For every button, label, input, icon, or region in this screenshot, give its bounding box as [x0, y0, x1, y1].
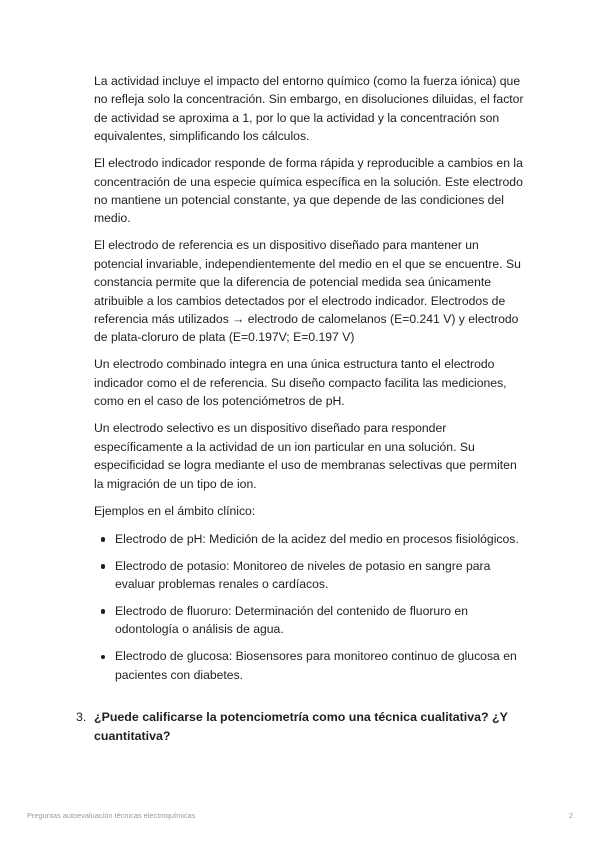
- list-item-text: Electrodo de glucosa: Biosensores para monitoreo continuo de glucosa en pacientes con diabetes.: [115, 649, 517, 682]
- question-heading: [76, 708, 526, 745]
- bullet-dot-icon: [101, 609, 105, 613]
- footer-title: Preguntas autoevaluación técnicas electroquímicas: [27, 811, 196, 820]
- page-number: 2: [568, 811, 573, 820]
- list-item-text: Electrodo de potasio: Monitoreo de niveles de potasio en sangre para evaluar problemas renales o cardíacos.: [115, 558, 491, 592]
- list-item-text: Electrodo de pH: Medición de la acidez del medio en procesos fisiológicos.: [115, 531, 519, 546]
- paragraph-electrodo-referencia: El electrodo de referencia es un dispositivo diseñado para mantener un potencial invariable, independientemente del medio en el que se encuentre. Su constancia permite que la diferencia de potencial medida sea únicamente atribuible a los cambios detectados por el electrodo indicador. Electrodos de referencia más utilizados → electrodo de calomelanos (E=0.241 V) y electrodo de plata-cloruro de plata (E=0.197V; E=0.197 V): [94, 238, 521, 345]
- bullet-dot-icon: [101, 537, 105, 541]
- bullet-dot-icon: [101, 655, 105, 659]
- body-text: [94, 72, 526, 692]
- paragraph-electrodo-selectivo: Un electrodo selectivo es un dispositivo diseñado para responder específicamente a la actividad de un ion particular en una solución. Su especificidad se logra mediante el uso de membranas selectivas que permiten la migración de un tipo de ion.: [94, 421, 517, 491]
- question-text: ¿Puede calificarse la potenciometría como una técnica cualitativa? ¿Y cuantitativa?: [94, 710, 508, 743]
- question-number: 3.: [76, 710, 87, 724]
- paragraph-electrodo-combinado: Un electrodo combinado integra en una única estructura tanto el electrodo indicador como el de referencia. Su diseño compacto facilita las mediciones, como en el caso de los potenciómetros de pH.: [94, 357, 507, 409]
- bullet-dot-icon: [101, 564, 105, 568]
- list-item: [94, 557, 526, 594]
- paragraph-electrodo-indicador: El electrodo indicador responde de forma rápida y reproducible a cambios en la concentración de una especie química específica en la solución. Este electrodo no mantiene un potencial constante, ya que depende de las condiciones del medio.: [94, 156, 523, 226]
- list-item-text: Electrodo de fluoruro: Determinación del contenido de fluoruro en odontología o análisis de agua.: [115, 603, 468, 637]
- list-item: [94, 602, 526, 639]
- list-item: [94, 530, 526, 548]
- paragraph-actividad: La actividad incluye el impacto del entorno químico (como la fuerza iónica) que no refleja solo la concentración. Sin embargo, en disoluciones diluidas, el factor de actividad se aproxima a 1, por lo que la actividad y la concentración son equivalentes, simplificando los cálculos.: [94, 74, 524, 144]
- list-item: [94, 647, 526, 684]
- examples-list: [94, 530, 526, 684]
- paragraph-ejemplos-heading: Ejemplos en el ámbito clínico:: [94, 503, 256, 518]
